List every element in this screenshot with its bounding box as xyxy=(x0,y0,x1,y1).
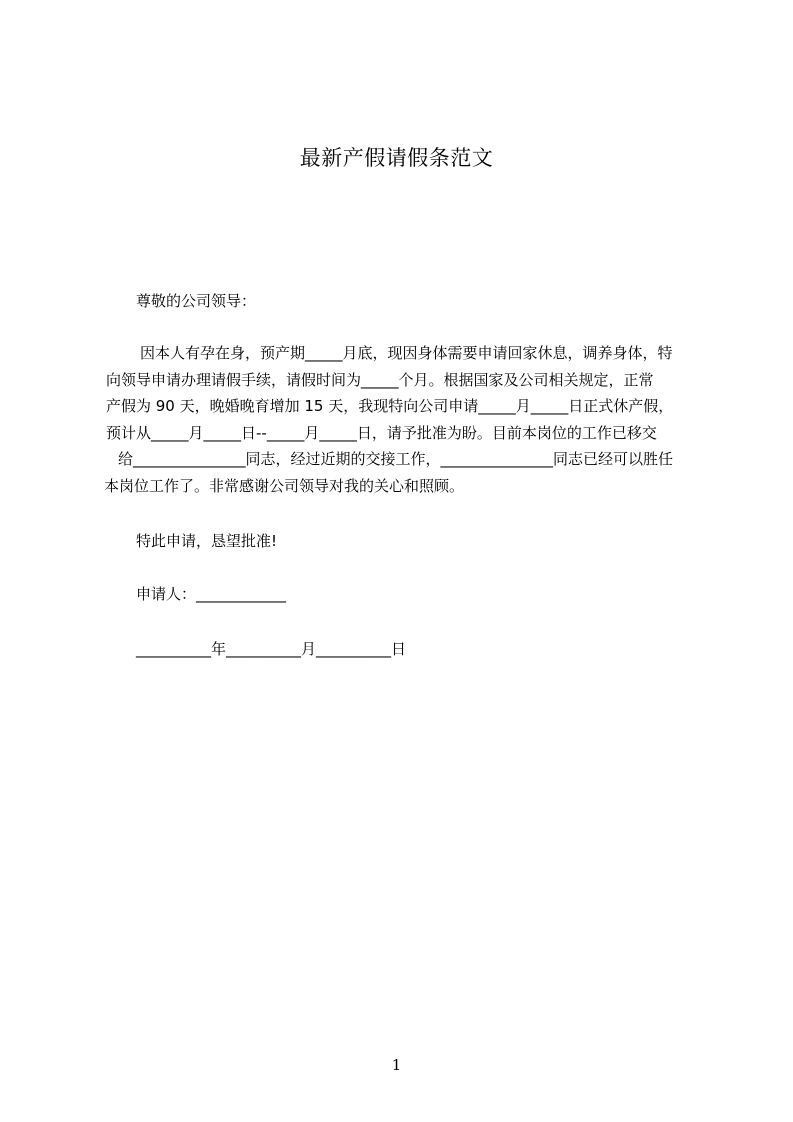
date-line: __________年__________月__________日 xyxy=(136,640,407,658)
body-line: 本岗位工作了。非常感谢公司领导对我的关心和照顾。 xyxy=(104,476,465,495)
document-title: 最新产假请假条范文 xyxy=(299,146,494,170)
body-paragraph xyxy=(104,340,712,499)
closing-line: 特此申请，恳望批准! xyxy=(136,532,278,550)
body-line: 向领导申请办理请假手续，请假时间为_____个月。根据国家及公司相关规定，正常 xyxy=(106,370,654,389)
page-number: 1 xyxy=(391,1056,402,1074)
salutation: 尊敬的公司领导： xyxy=(136,292,257,310)
body-line: 产假为 90 天，晚婚晚育增加 15 天，我现特向公司申请_____月_____日正式休产假， xyxy=(106,397,674,415)
applicant-signature-line: 申请人：____________ xyxy=(136,585,287,603)
body-line: 给_______________同志，经过近期的交接工作，_______________同志已经可以胜任 xyxy=(118,450,674,468)
body-line: 因本人有孕在身，预产期_____月底，现因身体需要申请回家休息，调养身体，特 xyxy=(140,344,673,362)
body-line: 预计从_____月_____日--_____月_____日，请予批准为盼。目前本岗位的工作已移交 xyxy=(106,423,657,442)
